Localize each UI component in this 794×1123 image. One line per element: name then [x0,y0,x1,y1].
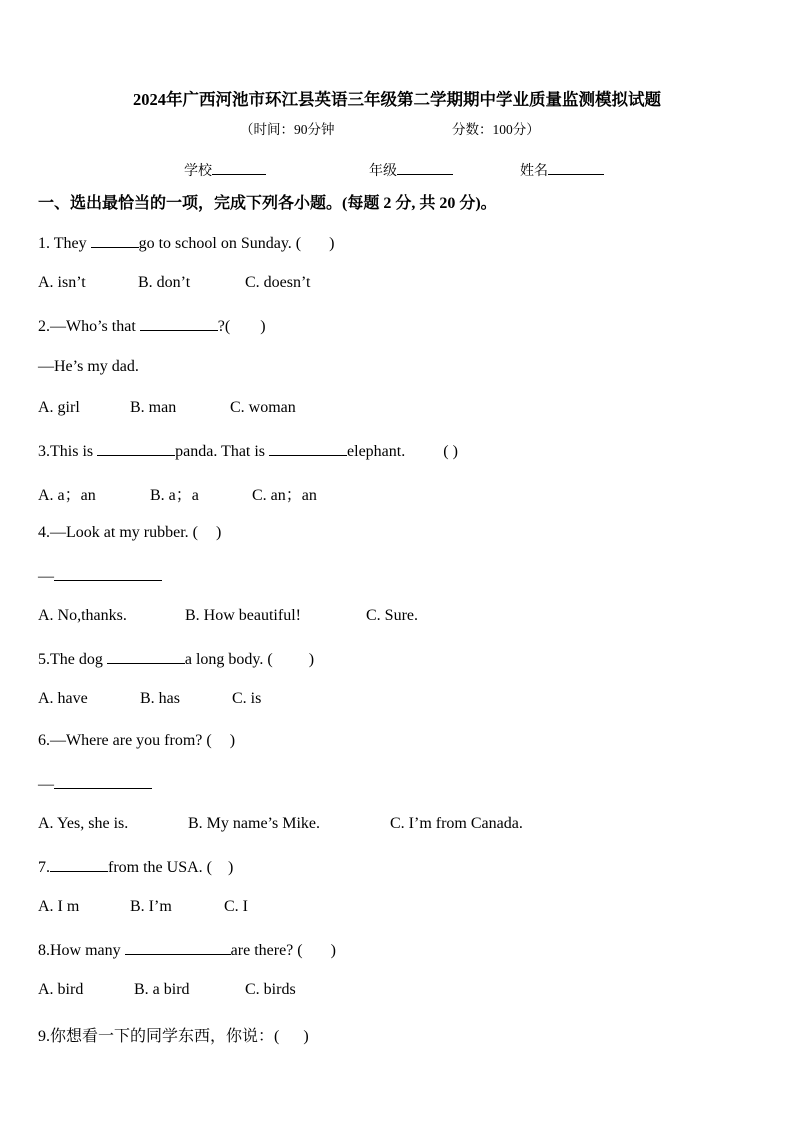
school-label: 学校 [184,164,212,179]
grade-blank[interactable] [397,160,453,175]
name-label: 姓名 [520,164,548,179]
q5-option-c[interactable]: C. is [232,690,262,707]
q4-paren-end: ) [215,524,222,541]
question-7 [38,857,233,877]
q1-paren-end: ) [329,235,335,252]
q5-blank[interactable] [107,649,185,664]
question-8 [38,940,336,960]
q4-answer-line [38,566,162,586]
grade-label: 年级 [369,164,397,179]
q4-option-b[interactable]: B. How beautiful! [185,607,301,624]
q2-text-post: ?( [217,318,231,335]
q6-text: 6.—Where are you from? ( [38,732,212,749]
q3-text-mid: panda. That is [175,443,270,460]
question-5 [38,649,314,669]
q2-option-b[interactable]: B. man [130,399,177,416]
q8-option-a[interactable]: A. bird [38,981,84,998]
exam-time: （时间：90分钟 [240,122,335,137]
q2-blank[interactable] [140,316,218,331]
q9-text: 9.你想看一下的同学东西，你说：( [38,1028,280,1045]
q3-text-pre: 3.This is [38,443,98,460]
q4-blank[interactable] [54,566,162,581]
q6-paren-end: ) [229,732,236,749]
q5-option-a[interactable]: A. have [38,690,88,707]
q3-option-a[interactable]: A. a；an [38,487,96,504]
q3-blank-2[interactable] [269,441,347,456]
q8-blank[interactable] [125,940,231,955]
question-6 [38,732,235,750]
q4-option-a[interactable]: A. No,thanks. [38,607,127,624]
q1-option-c[interactable]: C. doesn’t [245,274,311,291]
q5-text-pre: 5.The dog [38,651,107,668]
q3-option-c[interactable]: C. an；an [252,487,317,504]
q1-option-b[interactable]: B. don’t [138,274,191,291]
q6-option-a[interactable]: A. Yes, she is. [38,815,129,832]
q5-text-post: a long body. ( [184,651,273,668]
q8-option-c[interactable]: C. birds [245,981,296,998]
q7-paren-end: ) [227,859,234,876]
question-1 [38,233,334,253]
q9-paren-end: ) [303,1028,309,1045]
q7-text-post: from the USA. ( [108,859,212,876]
name-blank[interactable] [548,160,604,175]
section-heading: 一、选出最恰当的一项，完成下列各小题。(每题 2 分, 共 20 分)。 [38,195,497,212]
q2-answer: —He’s my dad. [38,358,139,375]
q5-paren-end: ) [308,651,315,668]
question-4 [38,524,221,542]
q7-option-b[interactable]: B. I’m [130,898,172,915]
question-3 [38,441,458,461]
exam-score: 分数：100分） [452,122,540,137]
q8-option-b[interactable]: B. a bird [134,981,190,998]
q4-text: 4.—Look at my rubber. ( [38,524,198,541]
q2-option-c[interactable]: C. woman [230,399,296,416]
q7-option-a[interactable]: A. I m [38,898,80,915]
q7-blank[interactable] [50,857,108,872]
q3-paren: ( ) [443,443,458,460]
q1-option-a[interactable]: A. isn’t [38,274,86,291]
q8-paren-end: ) [330,942,336,959]
q1-text-post: go to school on Sunday. ( [138,235,302,252]
q6-dash: — [38,776,54,793]
grade-field [369,160,453,180]
q7-option-c[interactable]: C. I [224,898,248,915]
q4-dash: — [38,568,54,585]
question-9 [38,1023,309,1046]
q2-text-pre: 2.—Who’s that [38,318,140,335]
q7-text-pre: 7. [38,859,50,876]
q2-paren-end: ) [260,318,266,335]
q4-option-c[interactable]: C. Sure. [366,607,418,624]
q8-text-post: are there? ( [230,942,303,959]
q3-blank-1[interactable] [97,441,175,456]
q2-option-a[interactable]: A. girl [38,399,80,416]
q8-text-pre: 8.How many [38,942,125,959]
q1-blank[interactable] [91,233,139,248]
question-2 [38,316,266,336]
school-blank[interactable] [212,160,266,175]
name-field [520,160,604,180]
q6-option-b[interactable]: B. My name’s Mike. [188,815,320,832]
q6-option-c[interactable]: C. I’m from Canada. [390,815,523,832]
q6-blank[interactable] [54,774,152,789]
q3-text-post: elephant. [347,443,406,460]
q3-option-b[interactable]: B. a；a [150,487,199,504]
q1-text-pre: 1. They [38,235,91,252]
exam-title: 2024年广西河池市环江县英语三年级第二学期期中学业质量监测模拟试题 [133,90,661,109]
q6-answer-line [38,774,152,794]
school-field [184,160,266,180]
q5-option-b[interactable]: B. has [140,690,180,707]
